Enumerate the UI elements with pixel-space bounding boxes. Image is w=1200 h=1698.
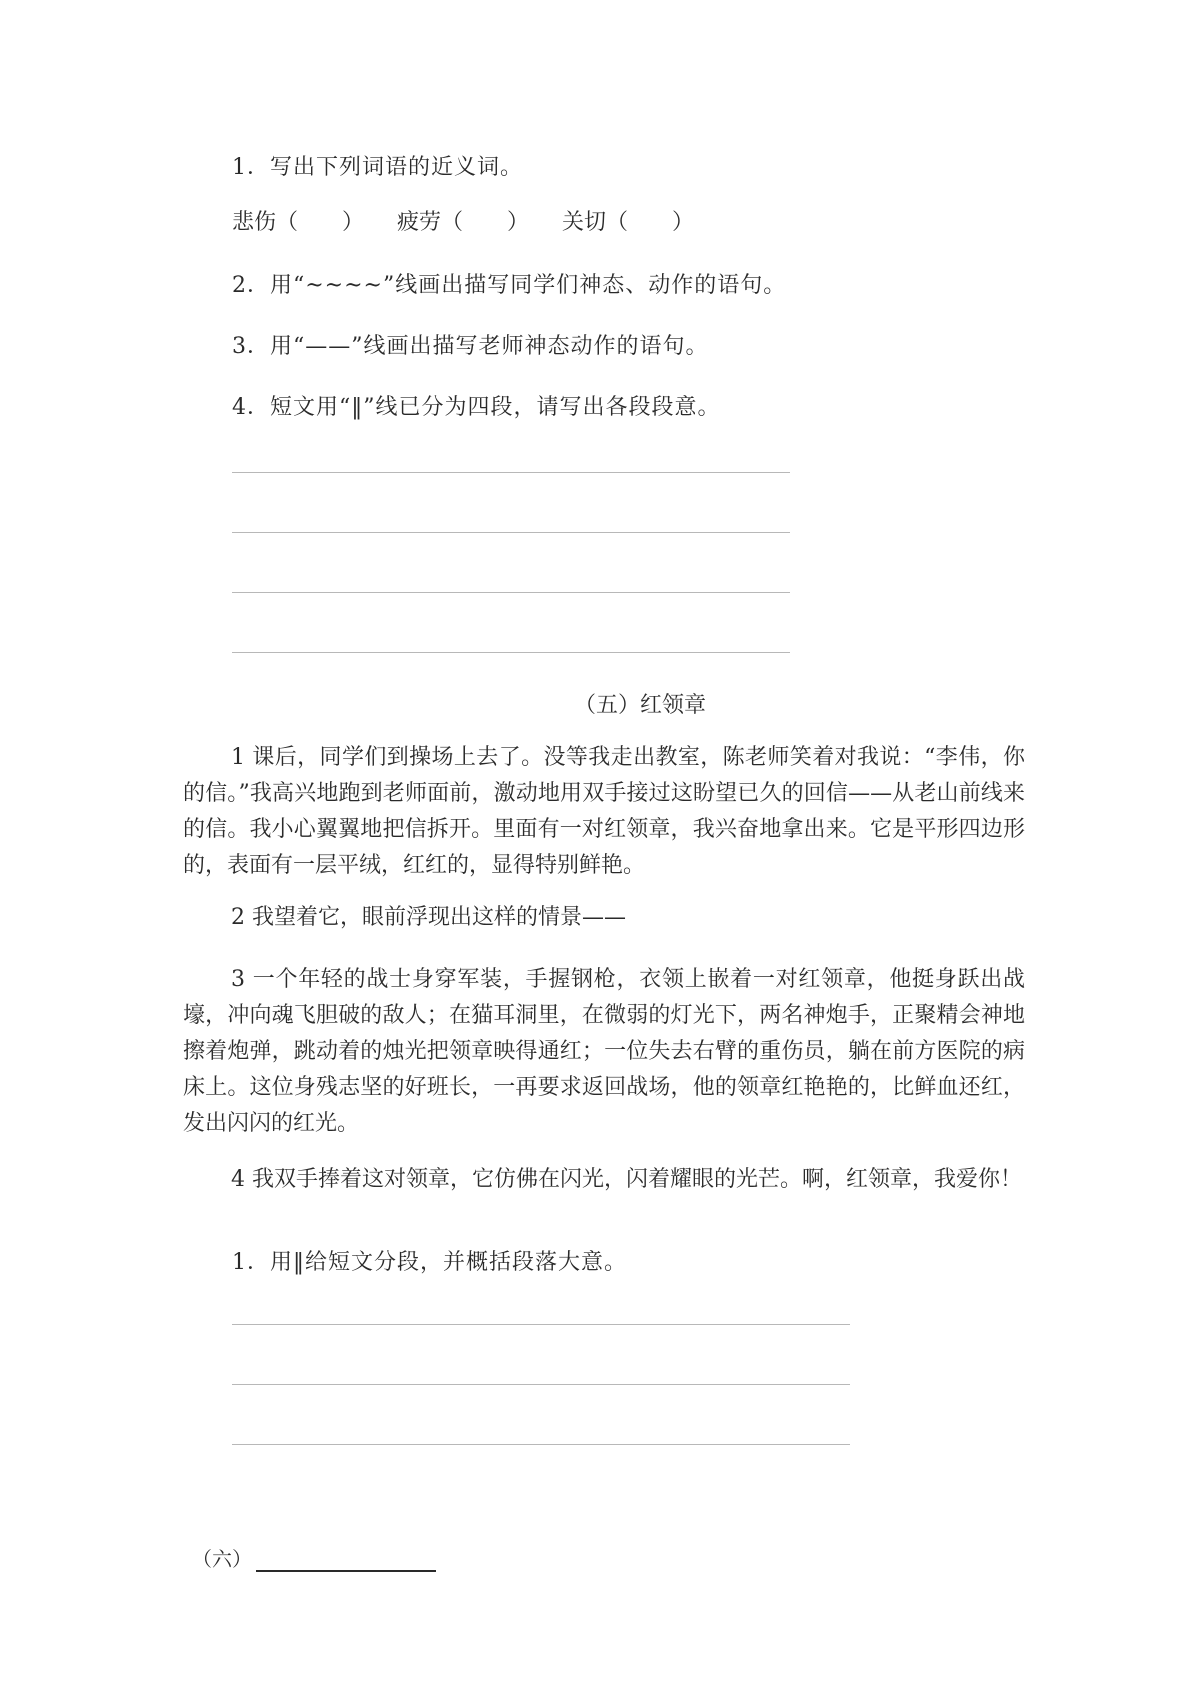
section-6-title-blank (256, 1550, 436, 1572)
question-1: 1．写出下列词语的近义词。 (232, 155, 523, 180)
synonym-item: 疲劳（ ） (397, 210, 530, 235)
synonym-item: 悲伤（ ） (232, 210, 365, 235)
answer-line (232, 652, 790, 653)
section-5-title: （五）红领章 (573, 693, 706, 718)
question-2: 2．用“~~~~”线画出描写同学们神态、动作的语句。 (232, 273, 787, 298)
section-5-question-1: 1．用‖给短文分段，并概括段落大意。 (232, 1250, 627, 1275)
answer-line (232, 472, 790, 473)
synonym-item: 关切（ ） (562, 210, 695, 235)
answer-line (232, 1324, 850, 1325)
question-3: 3．用“——”线画出描写老师神态动作的语句。 (232, 334, 709, 359)
answer-line (232, 1444, 850, 1445)
answer-line (232, 1384, 850, 1385)
synonym-row (232, 205, 720, 236)
passage-paragraph-1: 1 课后，同学们到操场上去了。没等我走出教室，陈老师笑着对我说：“李伟，你的信。”我高兴地跑到老师面前，激动地用双手接过这盼望已久的回信——从老山前线来的信。我小心翼翼地把信拆开。里面有一对红领章，我兴奋地拿出来。它是平形四边形的，表面有一层平绒，红红的，显得特别鲜艳。 (183, 745, 1025, 878)
passage-paragraph-2: 2 我望着它，眼前浮现出这样的情景—— (231, 905, 626, 930)
answer-line (232, 592, 790, 593)
passage-paragraph-3: 3 一个年轻的战士身穿军装，手握钢枪，衣领上嵌着一对红领章，他挺身跃出战壕，冲向魂飞胆破的敌人；在猫耳洞里，在微弱的灯光下，两名神炮手，正聚精会神地擦着炮弹，跳动着的烛光把领章映得通红；一位失去右臂的重伤员，躺在前方医院的病床上。这位身残志坚的好班长，一再要求返回战场，他的领章红艳艳的，比鲜血还红，发出闪闪的红光。 (183, 967, 1025, 1136)
question-4: 4．短文用“‖”线已分为四段，请写出各段段意。 (232, 395, 721, 420)
section-6-heading (192, 1543, 436, 1572)
section-6-label: （六） (192, 1547, 252, 1571)
passage-paragraph-4: 4 我双手捧着这对领章，它仿佛在闪光，闪着耀眼的光芒。啊，红领章，我爱你！ (231, 1167, 1022, 1192)
answer-line (232, 532, 790, 533)
